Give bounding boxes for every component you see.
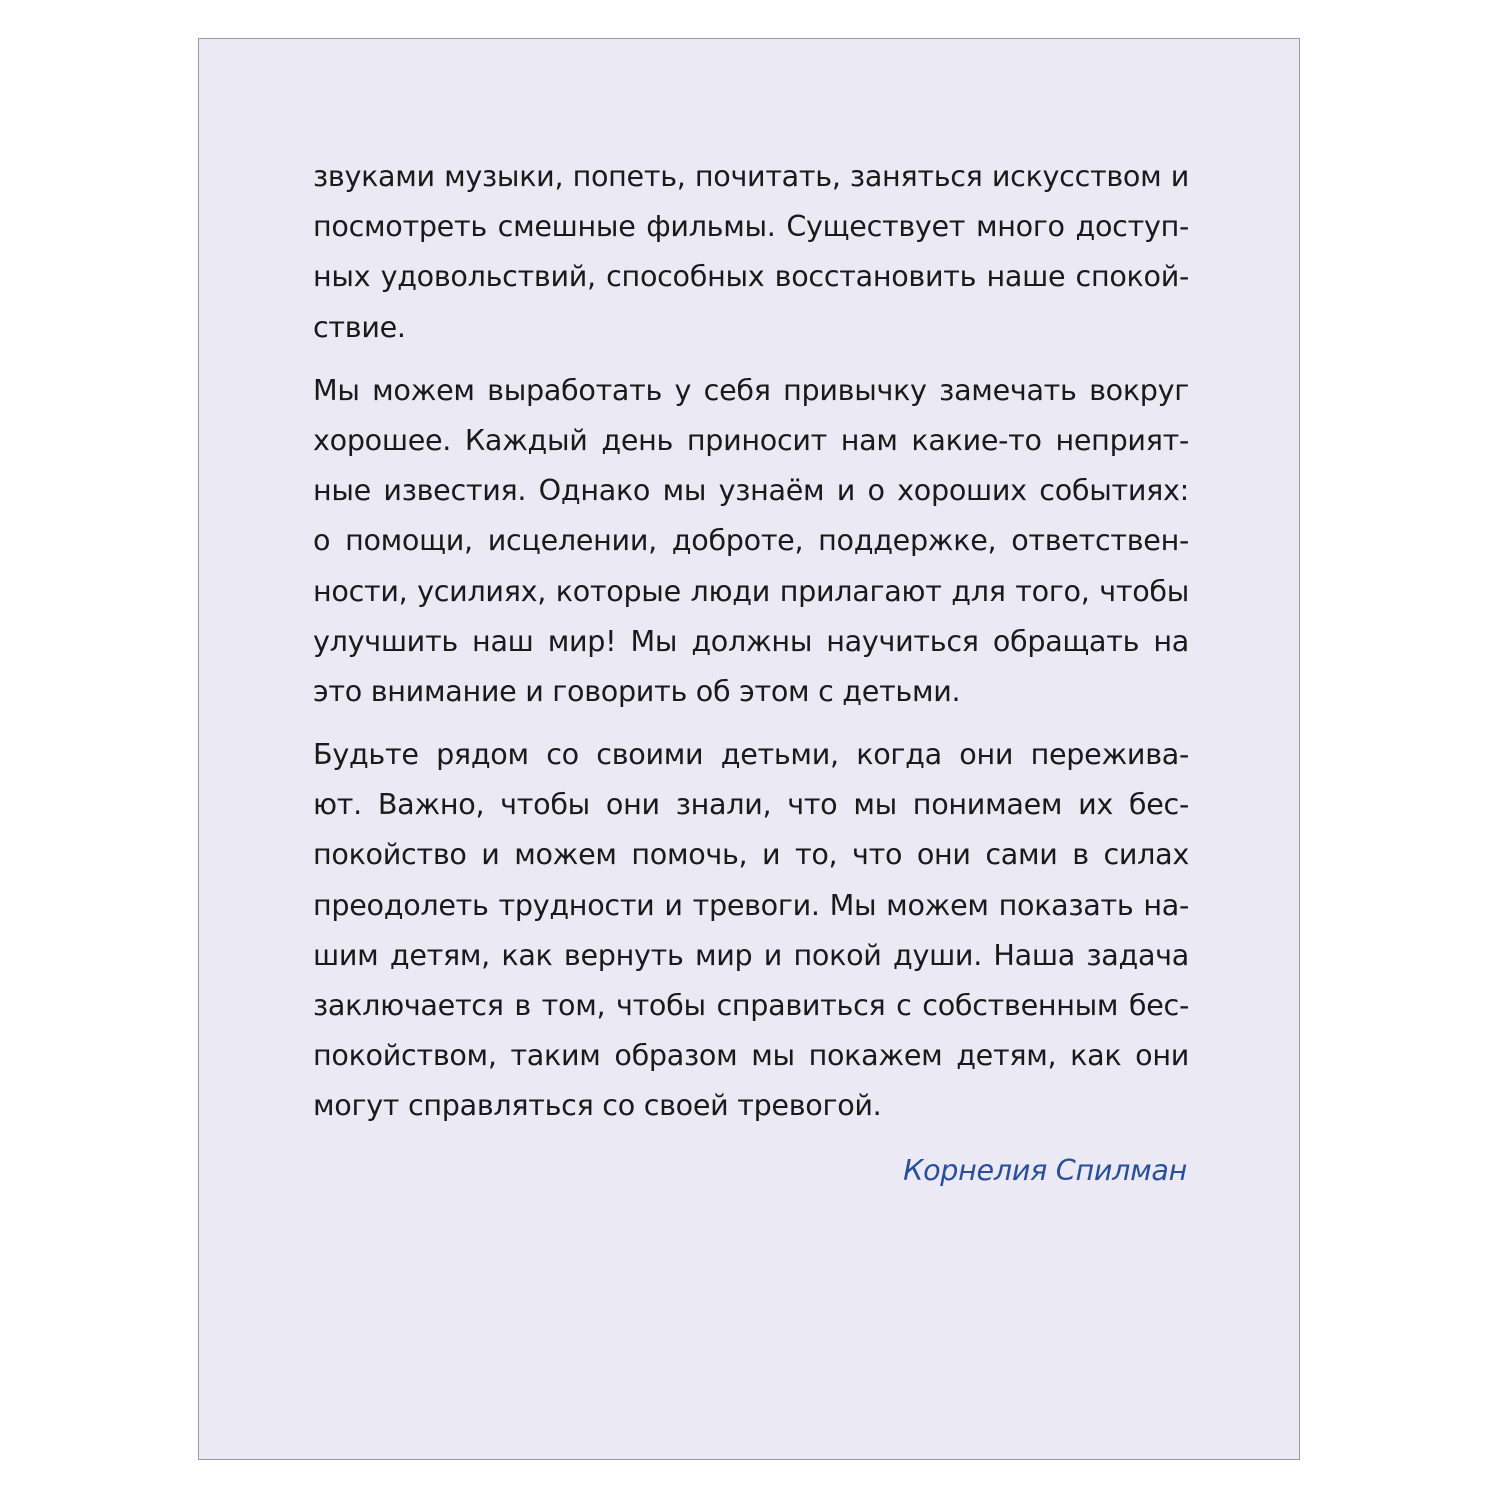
book-page [198,38,1300,1460]
text-line: ют. Важно, чтобы они знали, что мы понимаем их бес- [313,787,1189,822]
text-line: звуками музыки, попеть, почитать, заняться искусством и [313,159,1189,193]
text-line: ствие. [313,309,406,344]
paragraph-2 [313,365,1189,716]
text-line: преодолеть трудности и тревоги. Мы можем показать на- [313,887,1189,922]
text-line: ные известия. Однако мы узнаём и о хороших событиях: [313,473,1189,508]
paragraph-1 [313,151,1189,352]
text-line: о помощи, исцелении, доброте, поддержке, ответствен- [313,523,1189,558]
text-line: покойством, таким образом мы покажем детям, как они [313,1038,1189,1073]
text-line: посмотреть смешные фильмы. Существует много доступ- [313,209,1189,244]
text-line: улучшить наш мир! Мы должны научиться обращать на [313,623,1189,658]
text-line: шим детям, как вернуть мир и покой души. Наша задача [313,937,1189,972]
author-signature: Корнелия Спилман [903,1153,1187,1187]
text-line: ности, усилиях, которые люди прилагают для того, чтобы [313,573,1189,608]
text-line: могут справляться со своей тревогой. [313,1088,882,1123]
text-line: заключается в том, чтобы справиться с собственным бес- [313,988,1189,1022]
body-text [313,151,1189,1144]
text-line: Мы можем выработать у себя привычку замечать вокруг [313,372,1189,407]
text-line: покойство и можем помочь, и то, что они сами в силах [313,837,1189,872]
text-line: хорошее. Каждый день приносит нам какие-то неприят- [313,422,1189,457]
paragraph-3 [313,729,1189,1131]
text-line: это внимание и говорить об этом с детьми. [313,673,961,708]
text-line: Будьте рядом со своими детьми, когда они пережива- [313,737,1189,772]
text-line: ных удовольствий, способных восстановить наше спокой- [313,259,1189,294]
